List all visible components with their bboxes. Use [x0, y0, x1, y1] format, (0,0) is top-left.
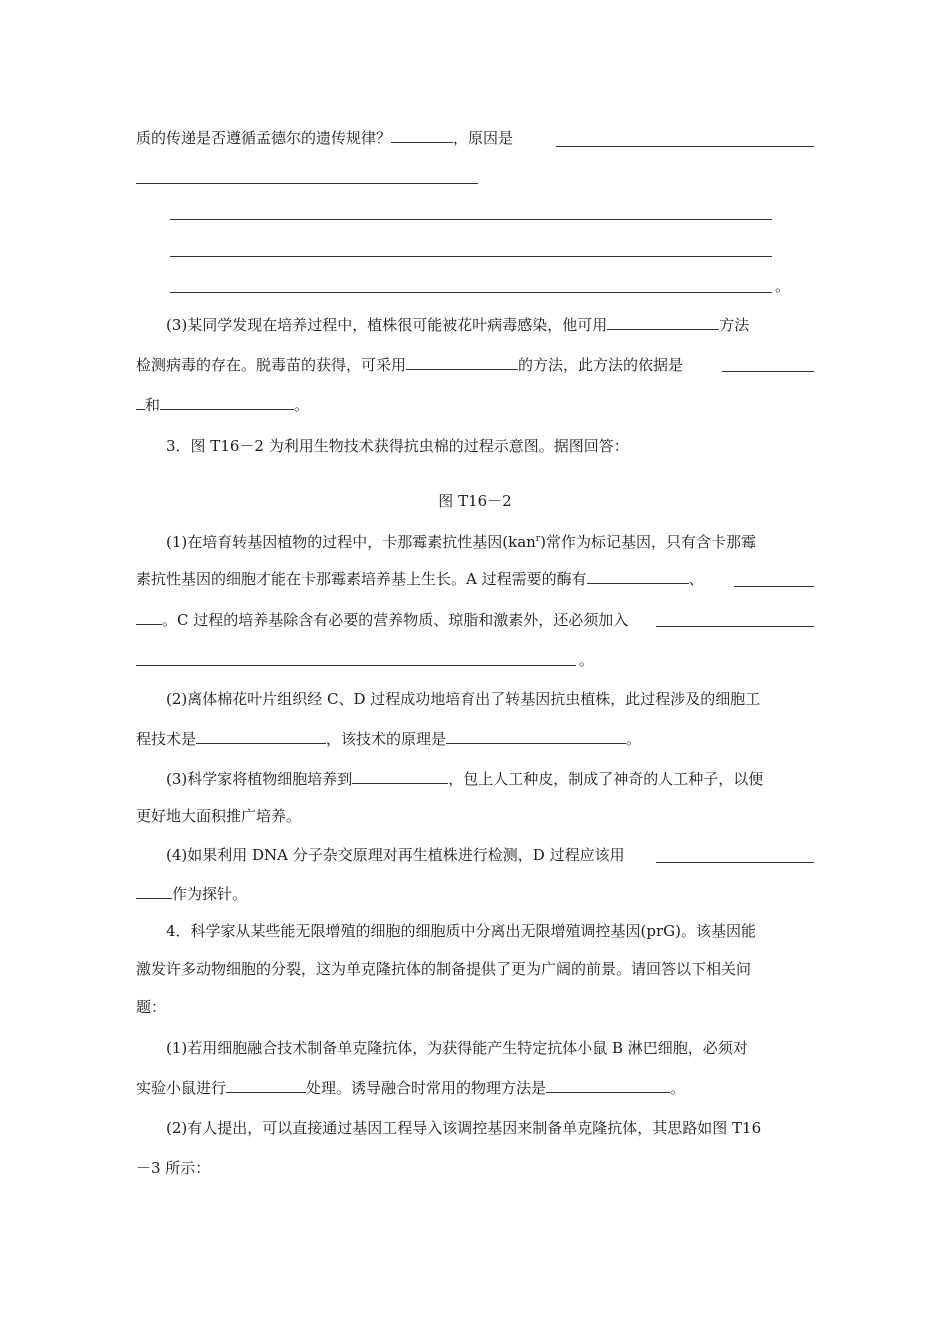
q3-1-line-2: 素抗性基因的细胞才能在卡那霉素培养基上生长。A 过程需要的酶有 、: [136, 570, 704, 588]
answer-blank[interactable]: [406, 355, 518, 370]
answer-blank[interactable]: [656, 626, 814, 627]
answer-blank[interactable]: [352, 769, 448, 784]
q3-stem: 3．图 T16－2 为利用生物技术获得抗虫棉的过程示意图。据图回答：: [166, 437, 629, 455]
q2-line-1: 质的传递是否遵循孟德尔的遗传规律？ ，原因是: [136, 129, 514, 147]
q3-1-line-1: (1)在培育转基因植物的过程中，卡那霉素抗性基因(kan$^r$)常作为标记基因，只有含卡那霉: [166, 533, 756, 551]
answer-blank[interactable]: [446, 729, 626, 744]
q4-1-line-1: (1)若用细胞融合技术制备单克隆抗体，为获得能产生特定抗体小鼠 B 淋巴细胞，必须对: [166, 1039, 748, 1057]
answer-blank[interactable]: [722, 371, 814, 372]
q3-3-line-2: 更好地大面积推广培养。: [136, 807, 302, 825]
answer-blank[interactable]: [607, 315, 719, 330]
answer-blank[interactable]: [136, 610, 162, 625]
answer-blank[interactable]: [170, 292, 772, 293]
q4-2-line-1: (2)有人提出，可以直接通过基因工程导入该调控基因来制备单克隆抗体，其思路如图 T16: [166, 1119, 762, 1137]
q2-3-line-1: (3)某同学发现在培养过程中，植株很可能被花叶病毒感染，他可用 方法: [166, 316, 750, 334]
answer-blank[interactable]: [136, 395, 145, 410]
answer-blank[interactable]: [556, 146, 814, 147]
answer-blank[interactable]: [160, 395, 294, 410]
q4-stem-line-3: 题：: [136, 998, 167, 1016]
q4-2-line-2: －3 所示：: [136, 1159, 211, 1177]
q2-3-line-3: 和 。: [136, 395, 309, 415]
answer-blank[interactable]: [656, 862, 814, 863]
answer-blank[interactable]: [136, 665, 576, 666]
period: 。: [579, 651, 595, 669]
answer-blank[interactable]: [196, 729, 326, 744]
answer-blank[interactable]: [136, 183, 478, 184]
answer-blank[interactable]: [546, 1078, 670, 1093]
answer-blank[interactable]: [587, 569, 689, 584]
period: 。: [775, 277, 791, 295]
q2-3-line-2: 检测病毒的存在。脱毒苗的获得，可采用 的方法，此方法的依据是: [136, 356, 684, 374]
answer-blank[interactable]: [170, 219, 772, 220]
q3-2-line-1: (2)离体棉花叶片组织经 C、D 过程成功地培育出了转基因抗虫植株，此过程涉及的细胞工: [166, 690, 761, 708]
q3-4-line-2: 作为探针。: [136, 884, 247, 904]
q3-2-line-2: 程技术是 ，该技术的原理是 。: [136, 730, 642, 748]
q3-3-line-1: (3)科学家将植物细胞培养到 ，包上人工种皮，制成了神奇的人工种子，以便: [166, 770, 764, 788]
answer-blank[interactable]: [170, 256, 772, 257]
q3-4-line-1: (4)如果利用 DNA 分子杂交原理对再生植株进行检测，D 过程应该用: [166, 846, 625, 864]
answer-blank[interactable]: [226, 1078, 306, 1093]
figure-caption: 图 T16－2: [438, 492, 512, 510]
q4-stem-line-2: 激发许多动物细胞的分裂，这为单克隆抗体的制备提供了更为广阔的前景。请回答以下相关问: [136, 960, 752, 978]
answer-blank[interactable]: [136, 884, 172, 899]
q4-1-line-2: 实验小鼠进行 处理。诱导融合时常用的物理方法是 。: [136, 1079, 686, 1097]
answer-blank[interactable]: [734, 586, 814, 587]
q4-stem-line-1: 4．科学家从某些能无限增殖的细胞的细胞质中分离出无限增殖调控基因(prG)。该基因能: [166, 922, 757, 940]
answer-blank[interactable]: [391, 128, 453, 143]
q3-1-line-3: 。C 过程的培养基除含有必要的营养物质、琼脂和激素外，还必须加入: [136, 610, 628, 630]
